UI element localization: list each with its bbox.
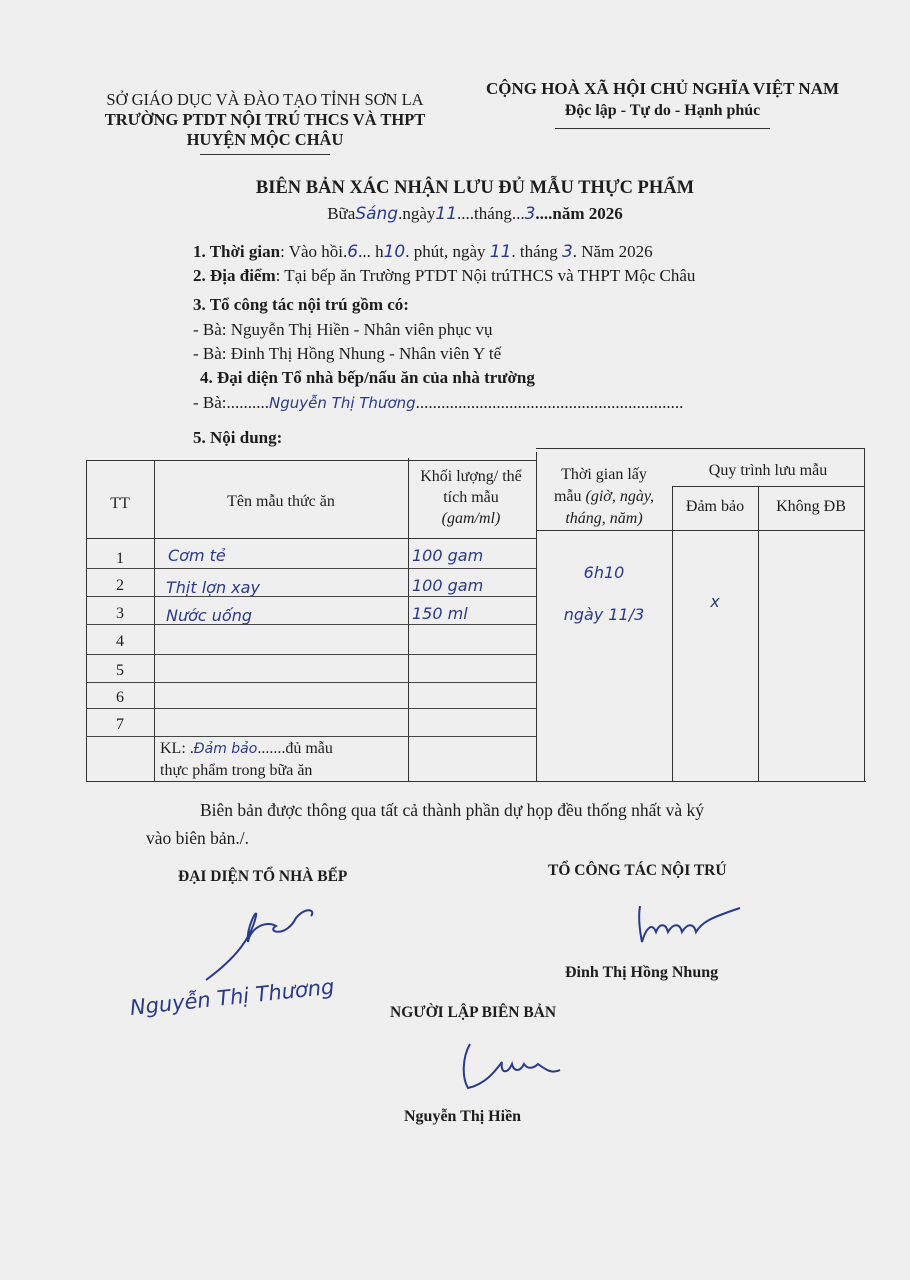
- item-4-label: 4. Đại diện Tổ nhà bếp/nấu ăn của nhà trường: [200, 368, 535, 387]
- row-line-2: [86, 596, 536, 597]
- row-2-weight: 100 gam: [412, 576, 484, 595]
- row-6-tt: 6: [116, 689, 124, 706]
- item-4-line: [193, 393, 683, 413]
- conclusion-suffix: .......đủ mẫu: [257, 740, 333, 757]
- item-2: [193, 266, 695, 286]
- row-line-6: [86, 708, 536, 709]
- closing-line-1: Biên bản được thông qua tất cả thành phần dự họp đều thống nhất và ký: [200, 800, 705, 820]
- header-time-line2b: (giờ, ngày,: [585, 488, 655, 505]
- row-1-name: Cơm tẻ: [168, 546, 226, 565]
- conclusion-handwritten: Đảm bảo: [193, 741, 258, 757]
- item-1: [193, 242, 653, 262]
- item-4-suffix: ...............................................................: [415, 393, 684, 412]
- item-1-day-handwritten: 11: [489, 242, 512, 262]
- month-handwritten: 3: [524, 204, 536, 224]
- item-3-person-1: - Bà: Nguyễn Thị Hiền - Nhân viên phục vụ: [193, 320, 493, 339]
- header-time-line2: [536, 486, 672, 508]
- document-subtitle: [150, 204, 800, 224]
- row-2-name: Thịt lợn xay: [166, 578, 260, 597]
- item-3-person-2: - Bà: Đinh Thị Hồng Nhung - Nhân viên Y tế: [193, 344, 502, 363]
- row-line-5: [86, 682, 536, 683]
- row-1-tt: 1: [116, 550, 124, 567]
- header-weight-line3: (gam/ml): [441, 510, 501, 527]
- header-left-underline: [200, 154, 330, 155]
- row-1-weight: 100 gam: [412, 546, 484, 565]
- ok-mark: x: [710, 592, 720, 611]
- item-1-text-e: . Năm 2026: [572, 242, 653, 261]
- row-3-name: Nước uống: [166, 606, 253, 625]
- subtitle-prefix: Bữa: [327, 204, 356, 223]
- header-weight-line1: Khối lượng/ thể: [420, 468, 522, 485]
- sample-time-line2: ngày 11/3: [563, 605, 645, 624]
- item-2-label: 2. Địa điểm: [193, 266, 276, 285]
- row-line-4: [86, 654, 536, 655]
- sample-time-line1: 6h10: [583, 563, 625, 582]
- table-bottom-border: [86, 781, 866, 782]
- item-2-text: : Tại bếp ăn Trường PTDT Nội trúTHCS và THPT Mộc Châu: [275, 266, 696, 285]
- country-name: CỘNG HOÀ XÃ HỘI CHỦ NGHĨA VIỆT NAM: [485, 79, 840, 98]
- conclusion: [160, 738, 406, 781]
- row-7-tt: 7: [116, 716, 124, 733]
- school-name: TRƯỜNG PTDT NỘI TRÚ THCS VÀ THPT: [104, 110, 426, 129]
- row-line-7: [86, 736, 536, 737]
- signature-bottom-title: NGƯỜI LẬP BIÊN BẢN: [390, 1004, 557, 1021]
- subtitle-month-label: ....tháng...: [457, 204, 525, 223]
- header-right-underline: [555, 128, 770, 129]
- motto: Độc lập - Tự do - Hạnh phúc: [564, 102, 761, 119]
- table-col-line-6: [864, 448, 865, 782]
- signature-left-handwritten-name: Nguyễn Thị Thương: [128, 974, 336, 1020]
- item-1-text-d: . tháng: [511, 242, 558, 261]
- row-3-tt: 3: [116, 605, 124, 622]
- header-procedure: Quy trình lưu mẫu: [708, 462, 828, 479]
- subtitle-year-label: ....năm 2026: [535, 204, 623, 223]
- table-proc-subheader-line: [672, 486, 864, 487]
- header-name: Tên mẫu thức ăn: [227, 493, 335, 510]
- dept-name: SỞ GIÁO DỤC VÀ ĐÀO TẠO TỈNH SƠN LA: [106, 90, 424, 109]
- header-ok: Đảm bảo: [685, 498, 745, 515]
- conclusion-line1: [160, 738, 406, 760]
- hour-handwritten: 6: [347, 242, 359, 262]
- header-not-ok: Không ĐB: [776, 498, 846, 515]
- item-1-text-a: : Vào hồi.: [280, 242, 348, 261]
- header-weight: [404, 466, 538, 529]
- meal-handwritten: Sáng: [355, 204, 399, 224]
- header-weight-line2: tích mẫu: [443, 489, 499, 506]
- signature-left-scribble: [196, 898, 326, 988]
- row-5-tt: 5: [116, 662, 124, 679]
- row-line-1: [86, 568, 536, 569]
- item-1-text-c: . phút, ngày: [405, 242, 486, 261]
- signature-left-title: ĐẠI DIỆN TỔ NHÀ BẾP: [178, 868, 348, 885]
- signature-right-name: Đinh Thị Hồng Nhung: [565, 964, 719, 981]
- signature-right-scribble: [630, 898, 750, 948]
- item-1-text-b: ... h: [358, 242, 384, 261]
- signature-bottom-scribble: [456, 1040, 566, 1095]
- header-time: [536, 464, 672, 530]
- item-4-prefix: - Bà:..........: [193, 393, 270, 412]
- conclusion-prefix: KL: .: [160, 740, 194, 757]
- day-handwritten: 11: [435, 204, 458, 224]
- item-3-label: 3. Tổ công tác nội trú gồm có:: [193, 295, 409, 314]
- row-2-tt: 2: [116, 577, 124, 594]
- table-top-right-border: [536, 448, 864, 449]
- header-time-line3: tháng, năm): [565, 510, 643, 527]
- document-title: BIÊN BẢN XÁC NHẬN LƯU ĐỦ MẪU THỰC PHẨM: [255, 178, 695, 198]
- subtitle-day-label: .ngày: [398, 204, 436, 223]
- item-1-month-handwritten: 3: [561, 242, 573, 262]
- header-time-line2a: mẫu: [553, 488, 582, 505]
- table-header-bottom-right: [536, 530, 864, 531]
- district-name: HUYỆN MỘC CHÂU: [186, 130, 344, 149]
- kitchen-rep-handwritten: Nguyễn Thị Thương: [269, 394, 416, 412]
- header-left: [90, 90, 440, 155]
- signature-right-title: TỔ CÔNG TÁC NỘI TRÚ: [548, 862, 727, 879]
- row-3-weight: 150 ml: [412, 604, 468, 623]
- header-tt: TT: [110, 495, 130, 512]
- row-4-tt: 4: [116, 633, 124, 650]
- item-1-label: 1. Thời gian: [193, 242, 281, 261]
- sample-time: [540, 552, 668, 636]
- row-line-3: [86, 624, 536, 625]
- closing-line-2: vào biên bản./.: [146, 828, 250, 848]
- minute-handwritten: 10: [383, 242, 406, 262]
- item-5-label: 5. Nội dung:: [193, 428, 283, 447]
- header-time-line1: Thời gian lấy: [561, 466, 647, 483]
- table-header-bottom-left: [86, 538, 536, 539]
- header-right: [470, 78, 855, 129]
- signature-bottom-name: Nguyễn Thị Hiền: [404, 1108, 522, 1125]
- conclusion-line2: thực phẩm trong bữa ăn: [160, 762, 313, 779]
